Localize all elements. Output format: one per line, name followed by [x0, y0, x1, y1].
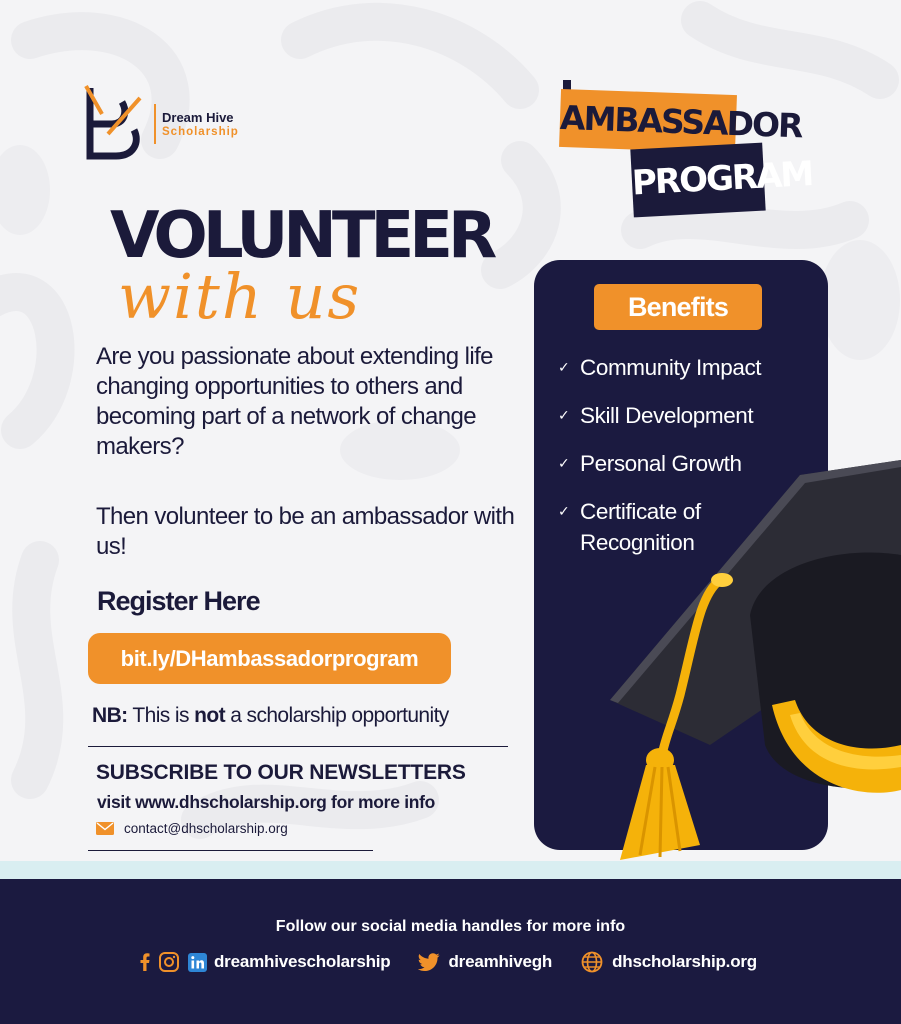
headline-script: with us [118, 260, 362, 333]
newsletter-title: SUBSCRIBE TO OUR NEWSLETTERS [96, 761, 466, 784]
social-handle-label: dreamhivegh [448, 952, 553, 971]
dream-hive-logo-icon [82, 84, 144, 164]
globe-icon [578, 952, 606, 972]
facebook-icon [138, 952, 152, 972]
benefit-label: Skill Development [580, 403, 754, 428]
brand-name-line2: Scholarship [162, 125, 239, 138]
twitter-icon [416, 952, 442, 972]
check-icon: ✓ [558, 359, 570, 375]
check-icon: ✓ [558, 455, 570, 471]
benefit-item [558, 352, 808, 383]
benefits-title: Benefits [594, 284, 762, 330]
benefit-item [558, 400, 808, 431]
divider [88, 746, 508, 747]
divider [88, 850, 373, 851]
disclaimer-note [92, 704, 449, 728]
instagram-icon [158, 952, 180, 972]
logo-divider [154, 104, 156, 144]
check-icon: ✓ [558, 503, 570, 519]
benefit-label: Community Impact [580, 355, 762, 380]
footer-band [0, 861, 901, 879]
intro-call: Then volunteer to be an ambassador with us! [96, 503, 515, 560]
social-handle-label: dhscholarship.org [612, 952, 757, 971]
note-after: a scholarship opportunity [230, 704, 449, 727]
brand-name [162, 110, 239, 139]
note-before: This is [132, 704, 189, 727]
footer-follow-text: Follow our social media handles for more info [275, 918, 626, 935]
newsletter-visit-link[interactable]: visit www.dhscholarship.org for more info [97, 792, 436, 812]
graduation-cap-icon [600, 455, 901, 875]
register-heading: Register Here [97, 586, 260, 616]
badge-program: PROGRAM [630, 143, 765, 218]
brand-logo [82, 84, 239, 164]
register-link-button[interactable]: bit.ly/DHambassadorprogram [88, 633, 451, 684]
envelope-icon [96, 822, 114, 835]
benefit-label: Certificate of Recognition [580, 499, 701, 555]
note-emphasis: not [194, 704, 225, 727]
social-handle-website[interactable] [578, 952, 757, 972]
brand-name-line1: Dream Hive [162, 109, 234, 125]
social-handle-label: dreamhivescholarship [214, 952, 391, 971]
linkedin-icon [186, 952, 208, 972]
intro-question: Are you passionate about extending life changing opportunities to others and becoming part of a network of change makers? [96, 343, 493, 460]
contact-email-text: contact@dhscholarship.org [124, 821, 288, 836]
note-prefix: NB: [92, 704, 128, 727]
social-handles [138, 952, 783, 972]
contact-email[interactable] [96, 821, 288, 836]
social-handle-twitter[interactable] [416, 952, 552, 972]
headline-title: VOLUNTEER [110, 199, 493, 273]
check-icon: ✓ [558, 407, 570, 423]
badge-ambassador: AMBASSADOR [559, 89, 737, 153]
social-handle-primary[interactable] [138, 952, 390, 972]
benefit-label: Personal Growth [580, 451, 742, 476]
